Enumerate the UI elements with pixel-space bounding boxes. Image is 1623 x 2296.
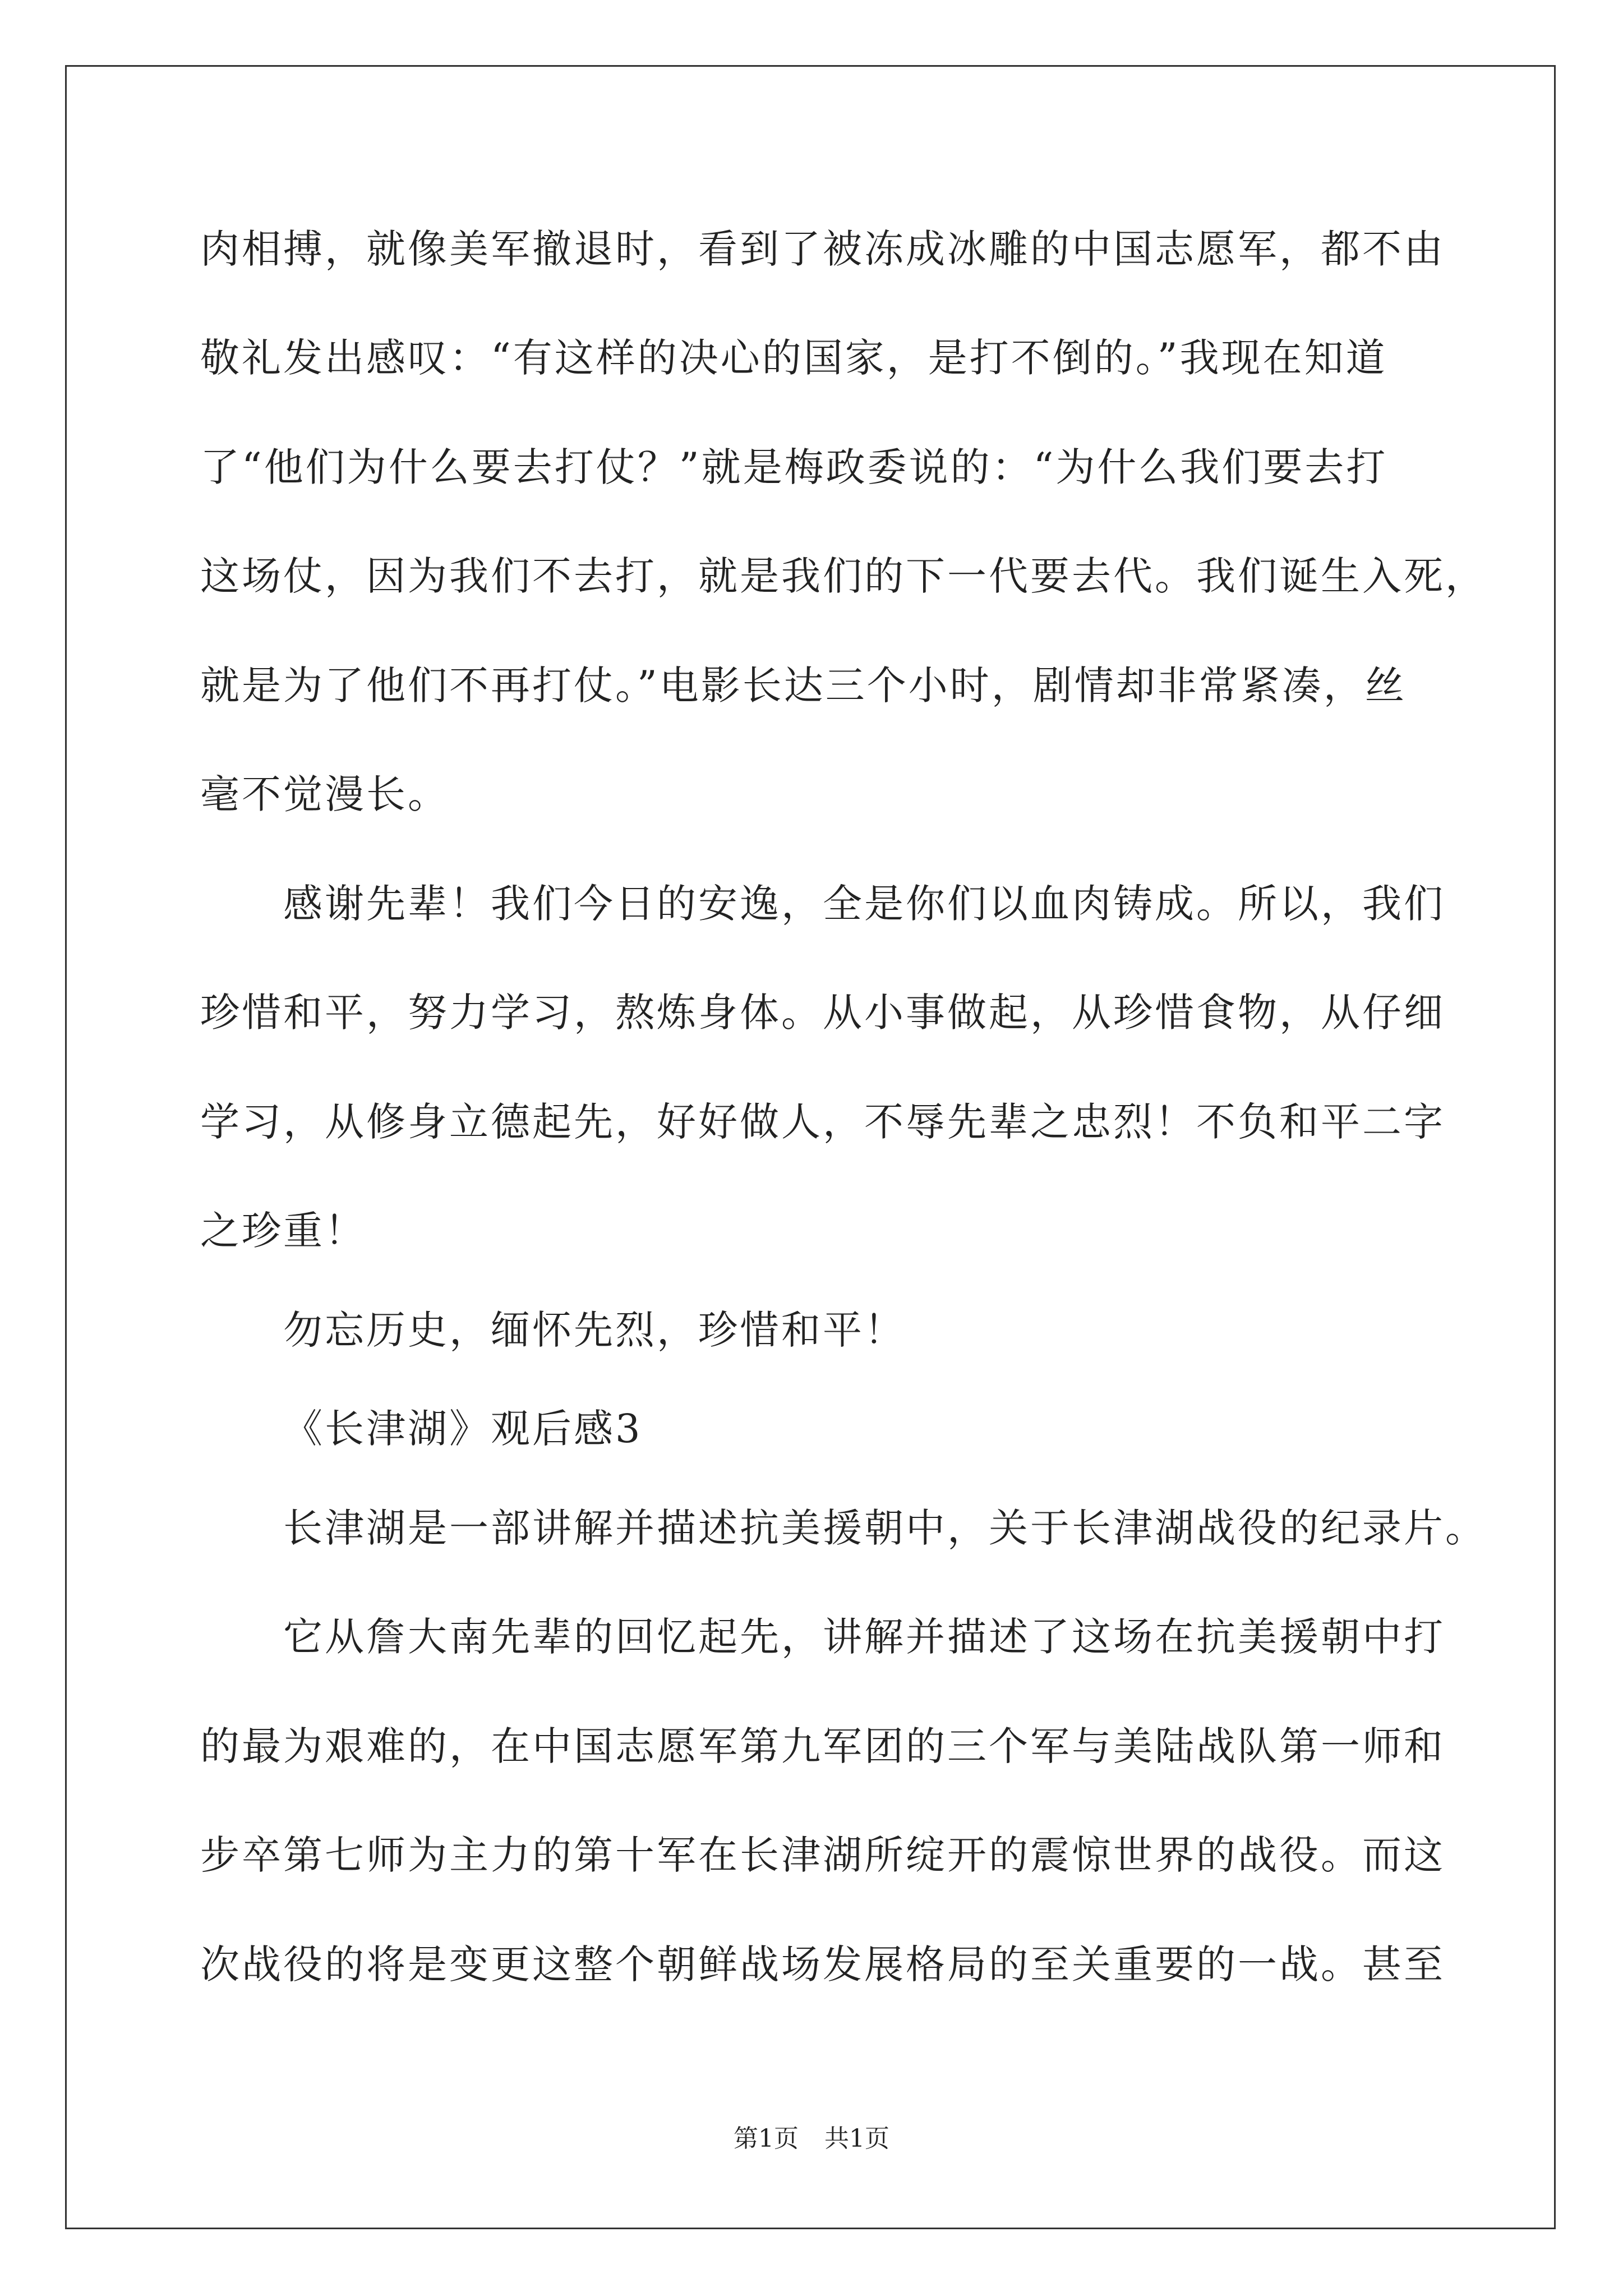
section-heading: 《长津湖》观后感3: [283, 1406, 643, 1452]
text-line: 毫不觉漫长。: [200, 771, 449, 817]
text-line: 的最为艰难的，在中国志愿军第九军团的三个军与美陆战队第一师和: [200, 1723, 1445, 1769]
text-line: 就是为了他们不再打仗。”电影长达三个小时，剧情却非常紧凑，丝: [200, 662, 1407, 708]
page-number: 第1页: [734, 2124, 799, 2153]
page-border: [65, 65, 1556, 2229]
text-line: 步卒第七师为主力的第十军在长津湖所绽开的震惊世界的战役。而这: [200, 1832, 1445, 1878]
paragraph-start-line: 长津湖是一部讲解并描述抗美援朝中，关于长津湖战役的纪录片。: [283, 1505, 1487, 1551]
text-line: 之珍重！: [200, 1208, 366, 1254]
text-line: 肉相搏，就像美军撤退时，看到了被冻成冰雕的中国志愿军，都不由: [200, 226, 1445, 272]
text-line: 学习，从修身立德起先，好好做人，不辱先辈之忠烈！不负和平二字: [200, 1099, 1445, 1145]
text-line: 了“他们为什么要去打仗？”就是梅政委说的：“为什么我们要去打: [200, 444, 1388, 490]
paragraph-start-line: 勿忘历史，缅怀先烈，珍惜和平！: [283, 1307, 906, 1353]
text-line: 敬礼发出感叹：“有这样的决心的国家，是打不倒的。”我现在知道: [200, 335, 1387, 381]
paragraph-start-line: 它从詹大南先辈的回忆起先，讲解并描述了这场在抗美援朝中打: [283, 1614, 1445, 1660]
paragraph-start-line: 感谢先辈！我们今日的安逸，全是你们以血肉铸成。所以，我们: [283, 881, 1445, 927]
page-footer: [0, 2123, 1623, 2155]
text-line: 次战役的将是变更这整个朝鲜战场发展格局的至关重要的一战。甚至: [200, 1941, 1445, 1987]
text-line: 珍惜和平，努力学习，熬炼身体。从小事做起，从珍惜食物，从仔细: [200, 990, 1445, 1036]
page-total: 共1页: [824, 2124, 889, 2153]
text-line: 这场仗，因为我们不去打，就是我们的下一代要去代。我们诞生入死，: [200, 553, 1487, 599]
